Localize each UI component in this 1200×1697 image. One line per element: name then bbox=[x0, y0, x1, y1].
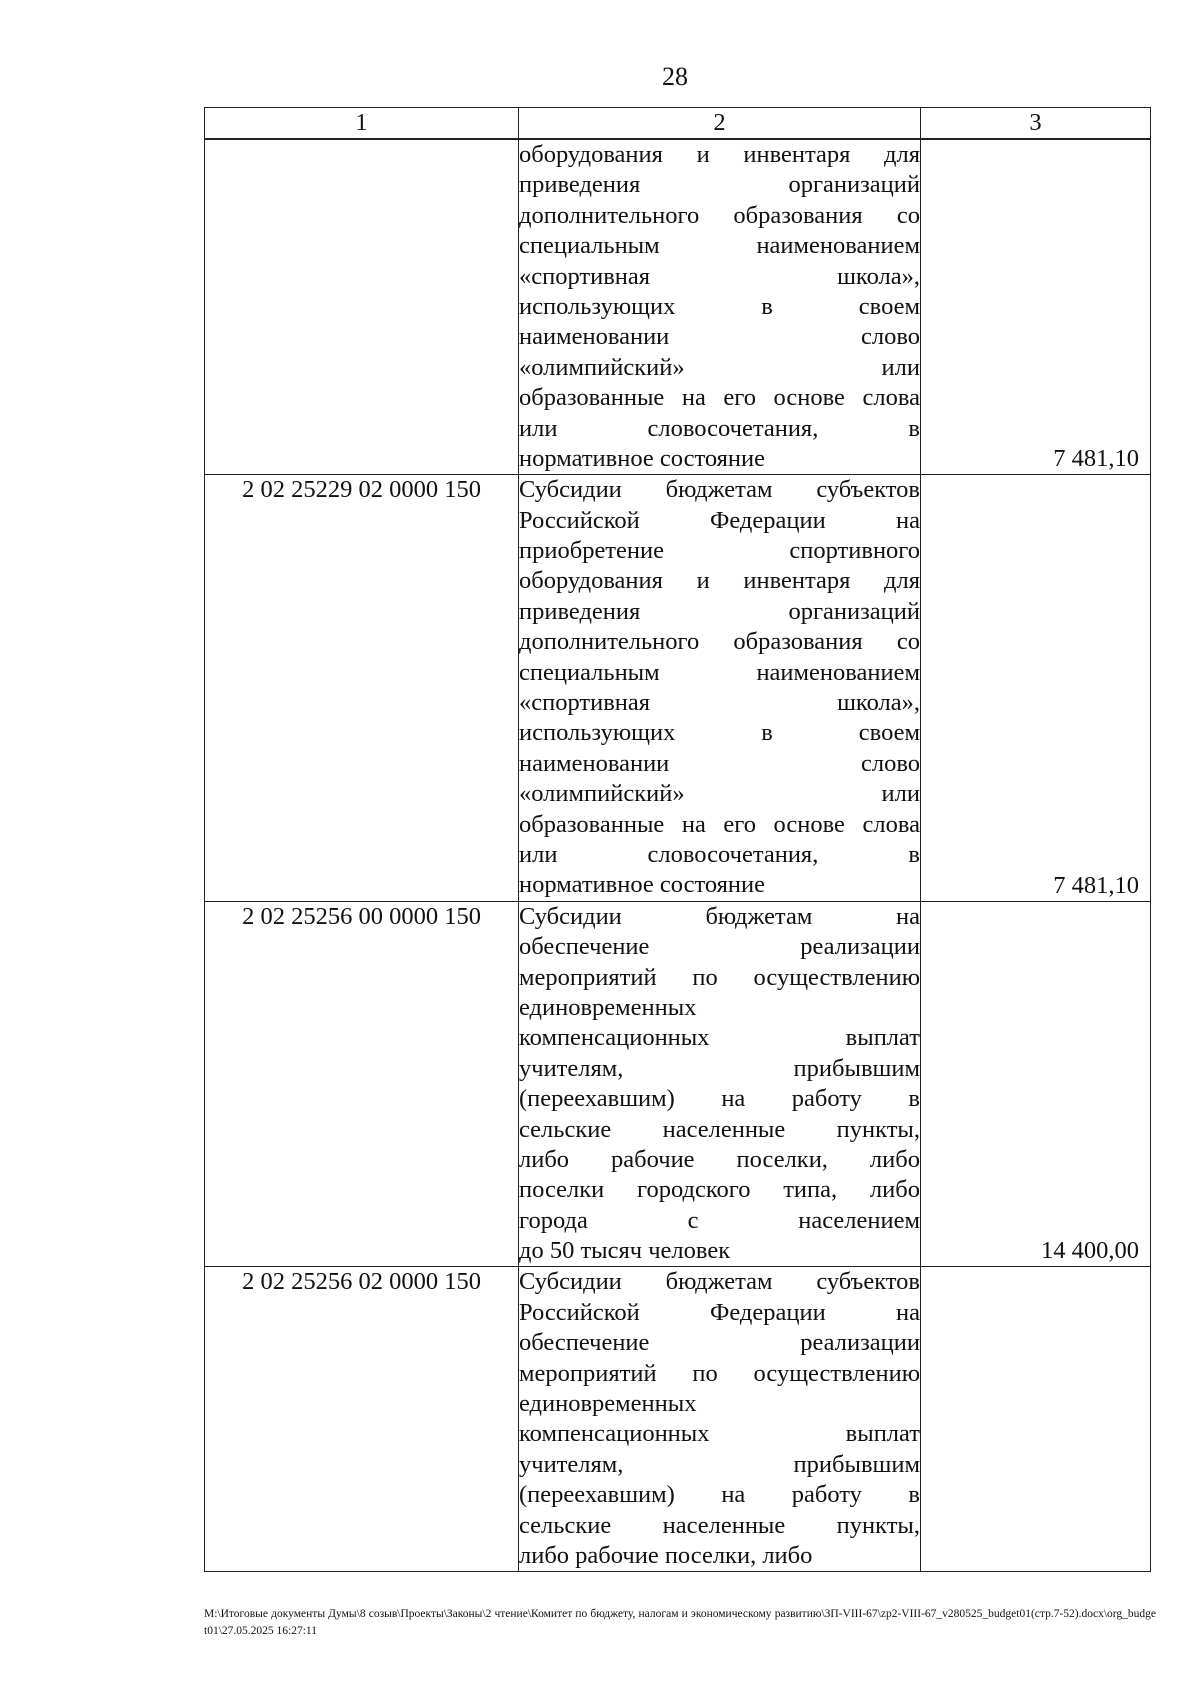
table-row bbox=[205, 475, 1151, 901]
description-line: Российской Федерации на bbox=[519, 506, 920, 534]
amount-cell: 7 481,10 bbox=[921, 475, 1151, 901]
description-line: приведения организаций bbox=[519, 597, 920, 625]
description-line: наименовании слово bbox=[519, 749, 920, 777]
description-line: обеспечение реализации bbox=[519, 933, 920, 961]
description-line: образованные на его основе слова bbox=[519, 384, 920, 412]
description-line: приведения организаций bbox=[519, 171, 920, 199]
page-number: 28 bbox=[662, 62, 688, 91]
column-header-2: 2 bbox=[519, 108, 921, 140]
table-row bbox=[205, 1267, 1151, 1572]
file-path-footer: M:\Итоговые документы Думы\8 созыв\Проекты\Законы\2 чтение\Комитет по бюджету, налогам и экономическому развитию\ЗП-VIII-67\zp2-VIII-67_v280525_budget01(стр.7-52).docx\org_budget01\27.05.2025 16:27:11 bbox=[204, 1608, 1156, 1637]
description-line: нормативное состояние bbox=[519, 444, 766, 472]
description-cell bbox=[519, 475, 921, 901]
description-line: Субсидии бюджетам субъектов bbox=[519, 1268, 920, 1296]
description-line: использующих в своем bbox=[519, 719, 920, 747]
description-line: или словосочетания, в bbox=[519, 840, 920, 868]
table-row bbox=[205, 901, 1151, 1267]
description-line: дополнительного образования со bbox=[519, 201, 920, 229]
column-header-1: 1 bbox=[205, 108, 519, 140]
amount-cell bbox=[921, 1267, 1151, 1572]
amount-cell: 7 481,10 bbox=[921, 139, 1151, 475]
description-line: «олимпийский» или bbox=[519, 780, 920, 808]
description-line: либо рабочие поселки, либо bbox=[519, 1145, 920, 1173]
description-line: «спортивная школа», bbox=[519, 262, 920, 290]
description-line: поселки городского типа, либо bbox=[519, 1176, 920, 1204]
description-line: Субсидии бюджетам субъектов bbox=[519, 476, 920, 504]
description-cell bbox=[519, 1267, 921, 1572]
column-header-3: 3 bbox=[921, 108, 1151, 140]
table-header bbox=[205, 108, 1151, 140]
description-line: (переехавшим) на работу в bbox=[519, 1085, 920, 1113]
description-line: мероприятий по осуществлению bbox=[519, 1359, 920, 1387]
description-cell bbox=[519, 901, 921, 1267]
description-line: «спортивная школа», bbox=[519, 689, 920, 717]
description-line: компенсационных выплат bbox=[519, 1024, 920, 1052]
description-line: Российской Федерации на bbox=[519, 1298, 920, 1326]
description-line: или словосочетания, в bbox=[519, 414, 920, 442]
description-line: использующих в своем bbox=[519, 292, 920, 320]
description-line: учителям, прибывшим bbox=[519, 1054, 920, 1082]
description-line: образованные на его основе слова bbox=[519, 810, 920, 838]
description-line: либо рабочие поселки, либо bbox=[519, 1541, 813, 1569]
description-line: учителям, прибывшим bbox=[519, 1450, 920, 1478]
description-line: нормативное состояние bbox=[519, 871, 766, 899]
description-line: единовременных bbox=[519, 993, 697, 1021]
description-line: дополнительного образования со bbox=[519, 628, 920, 656]
table-body bbox=[205, 139, 1151, 1572]
table-header-row bbox=[205, 108, 1151, 140]
description-line: Субсидии бюджетам на bbox=[519, 902, 920, 930]
description-line: оборудования и инвентаря для bbox=[519, 141, 920, 168]
budget-code-cell bbox=[205, 139, 519, 475]
description-line: компенсационных выплат bbox=[519, 1420, 920, 1448]
description-line: города с населением bbox=[519, 1206, 920, 1234]
description-line: до 50 тысяч человек bbox=[519, 1237, 731, 1265]
budget-code-cell: 2 02 25256 02 0000 150 bbox=[205, 1267, 519, 1572]
description-line: сельские населенные пункты, bbox=[519, 1115, 920, 1143]
description-cell bbox=[519, 139, 921, 475]
table-row bbox=[205, 139, 1151, 475]
description-line: обеспечение реализации bbox=[519, 1329, 920, 1357]
description-line: мероприятий по осуществлению bbox=[519, 963, 920, 991]
description-line: наименовании слово bbox=[519, 323, 920, 351]
description-line: (переехавшим) на работу в bbox=[519, 1481, 920, 1509]
description-line: единовременных bbox=[519, 1390, 697, 1418]
description-line: сельские населенные пункты, bbox=[519, 1511, 920, 1539]
description-line: специальным наименованием bbox=[519, 658, 920, 686]
budget-code-cell: 2 02 25256 00 0000 150 bbox=[205, 901, 519, 1267]
description-line: «олимпийский» или bbox=[519, 353, 920, 381]
description-line: оборудования и инвентаря для bbox=[519, 567, 920, 595]
description-line: специальным наименованием bbox=[519, 232, 920, 260]
description-line: приобретение спортивного bbox=[519, 537, 920, 565]
budget-code-cell: 2 02 25229 02 0000 150 bbox=[205, 475, 519, 901]
budget-table bbox=[204, 107, 1151, 1572]
amount-cell: 14 400,00 bbox=[921, 901, 1151, 1267]
